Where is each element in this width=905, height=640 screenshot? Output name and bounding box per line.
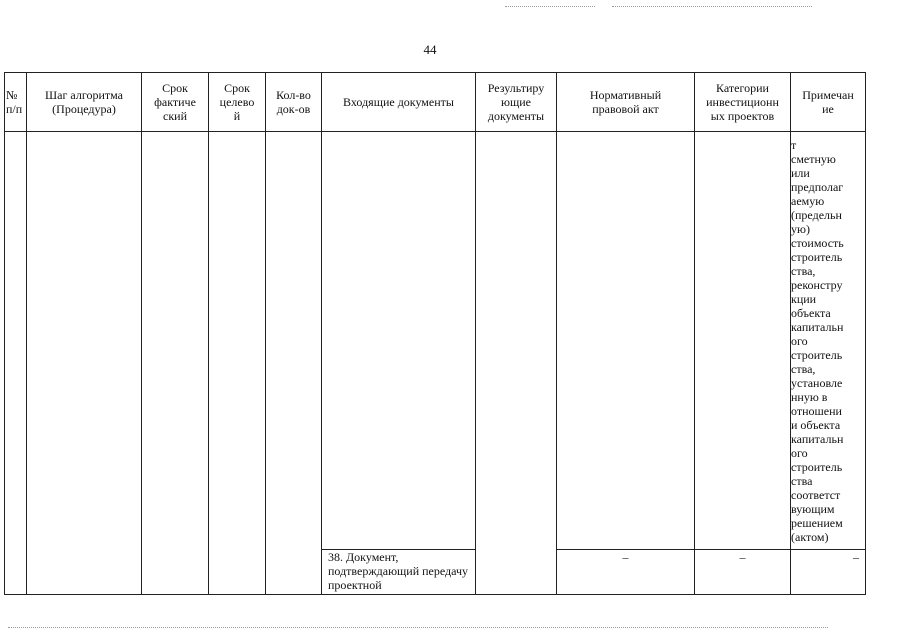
header-document-count: Кол-во док-ов [266, 73, 322, 132]
cell-row-number [5, 132, 27, 595]
incoming-document-38: 38. Документ, подтверждающий передачу проектной [328, 550, 469, 592]
dash-regulatory-act: – [622, 550, 629, 564]
cell-document-count [266, 132, 322, 595]
header-actual-term: Срок фактиче ский [142, 73, 209, 132]
cell-target-term [209, 132, 266, 595]
table-row [5, 132, 866, 550]
header-procedure-step: Шаг алгоритма (Процедура) [27, 73, 142, 132]
notes-text: т сметную или предполаг аемую (предельн ую) стоимость строитель ства, реконстру кции объекта капитальн ого строитель ства, установле нную в отношени и объекта капитальн ого строитель ства соответст вующим решением (актом) [791, 137, 844, 544]
cell-project-categories [695, 132, 791, 550]
cell-regulatory-act [557, 132, 695, 550]
cell-notes [791, 132, 866, 550]
scan-artifact-top-1 [505, 6, 595, 8]
procedure-table [4, 72, 866, 595]
cell-resulting-documents [476, 132, 557, 595]
header-notes: Примечан ие [791, 73, 866, 132]
header-target-term: Срок целево й [209, 73, 266, 132]
cell-project-categories-dash [695, 550, 791, 595]
cell-incoming-documents [322, 132, 476, 550]
header-project-categories: Категории инвестиционн ых проектов [695, 73, 791, 132]
dash-notes: – [853, 550, 859, 564]
cell-incoming-document-38 [322, 550, 476, 595]
header-incoming-documents: Входящие документы [322, 73, 476, 132]
cell-procedure-step [27, 132, 142, 595]
table-header-row [5, 73, 866, 132]
cell-regulatory-act-dash [557, 550, 695, 595]
cell-actual-term [142, 132, 209, 595]
dash-project-categories: – [739, 550, 746, 564]
scan-artifact-bottom [8, 627, 828, 629]
header-resulting-documents: Результиру ющие документы [476, 73, 557, 132]
header-row-number: № п/п [5, 73, 27, 132]
header-regulatory-act: Нормативный правовой акт [557, 73, 695, 132]
scan-artifact-top-2 [612, 6, 812, 8]
cell-notes-dash [791, 550, 866, 595]
page-number: 44 [423, 42, 437, 57]
